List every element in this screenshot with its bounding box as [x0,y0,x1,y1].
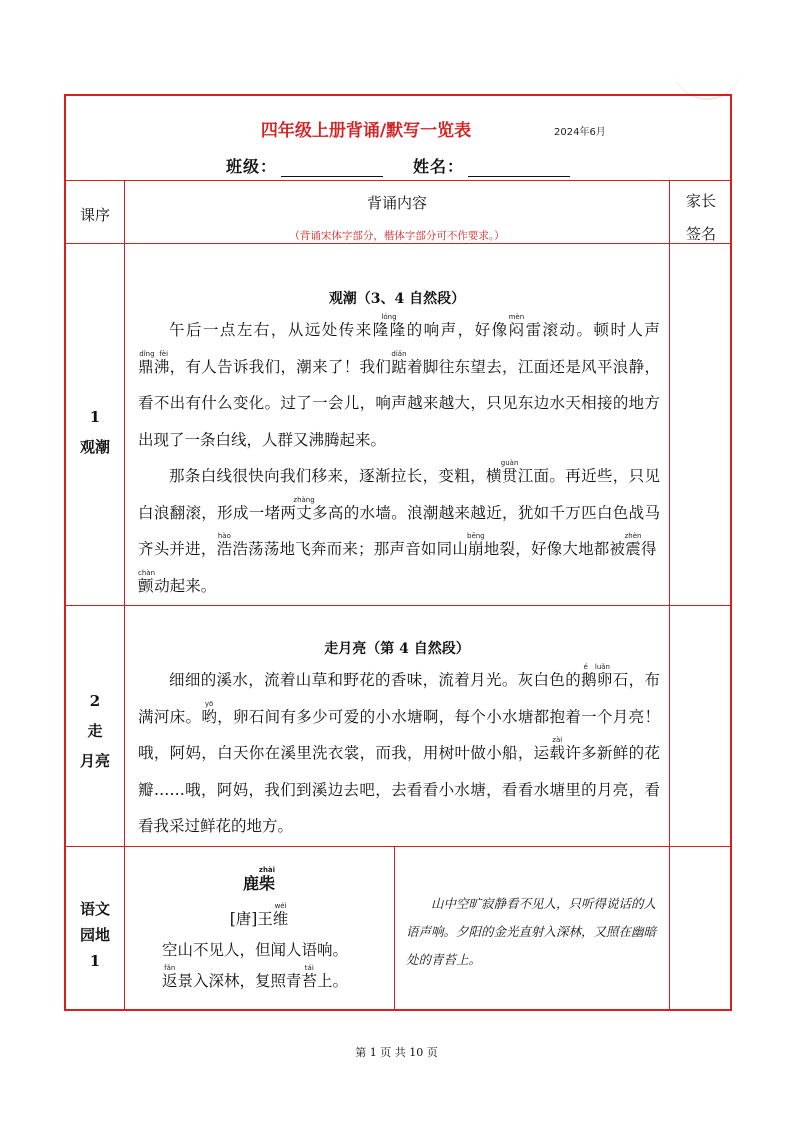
class-blank[interactable] [281,158,383,177]
divider [394,846,395,1009]
row1-passage [138,312,660,604]
lesson-column-header: 课序 [79,206,110,224]
row3-lesson [66,896,124,974]
row2-paragraph1: 细细的溪水，流着山草和野花的香味，流着月光。灰白色的鹅卵é luǎn石，布满河床。哟yō，卵石间有多少可爱的小水塘啊，每个小水塘都抱着一个月亮！哦，阿妈，白天你在溪里洗衣裳，而我，用树叶做小船，运载zài许多新鲜的花瓣……哦，阿妈，我们到溪边去吧，去看看小水塘，看看水塘里的月亮，看看我采过鲜花的地方。 [138,663,660,835]
row2-lesson [66,688,124,774]
poem-line1: 空山不见人，但闻人语响。 [162,941,349,959]
divider [66,605,730,606]
divider [66,243,730,244]
page-footer: 第 1 页 共 10 页 [355,1046,438,1059]
divider [66,180,730,181]
table-title: 四年级上册背诵/默写一览表 [260,121,472,141]
row1-lesson [66,404,124,460]
row2-number: 2 [89,692,101,710]
row1-paragraph2: 那条白线很快向我们移来，逐渐拉长，变粗，横贯guàn江面。再近些，只见白浪翻滚，形成一堵两丈zhàng多高的水墙。浪潮越来越近，犹如千万匹白色战马齐头并进，浩hào浩荡荡地飞奔而来；那声音如同山崩bēng地裂，好像大地都被震zhèn得颤chàn动起来。 [138,459,660,595]
row1-paragraph1: 午后一点左右，从远处传来隆隆lóng的响声，好像闷mèn雷滚动。顿时人声鼎沸dǐng fèi，有人告诉我们，潮来了！我们踮diǎn着脚往东望去，江面还是风平浪静，看不出有什么变化。过了一会儿，响声越来越大，只见东边水天相接的地方出现了一条白线，人群又沸腾起来。 [138,313,660,449]
sign-header-line1: 家长 [685,192,716,210]
poem-title: 鹿柴zhài [242,866,276,893]
content-note: （背诵宋体字部分，楷体字部分可不作要求。） [289,230,505,242]
sign-header-line2: 签名 [685,225,716,243]
divider [66,846,730,847]
name-blank[interactable] [468,158,570,177]
row2-name1: 走 [87,722,103,740]
row2-section-title: 走月亮（第 4 自然段） [324,641,470,657]
row3-name1: 语文 [79,900,110,918]
class-name-fields [66,154,730,177]
poem-line2: 返fǎn景入深林，复照青苔tái上。 [162,964,349,990]
content-column-header: 背诵内容 [366,194,427,212]
table-date: 2024年6月 [554,127,606,138]
row1-section-title: 观潮（3、4 自然段） [328,291,466,307]
poem-author: [唐]王维wéi [229,902,289,928]
poem-translation: 山中空旷寂静看不见人，只听得说话的人语声响。夕阳的金光直射入深林，又照在幽暗处的青苔上。 [406,896,657,967]
class-label: 班级： [225,157,277,176]
recitation-table [64,94,732,1011]
row2-name2: 月亮 [79,752,110,770]
sign-column-header [670,188,732,247]
row1-name: 观潮 [79,438,110,456]
row2-passage [138,662,660,845]
row3-name2: 园地 [79,926,110,944]
name-label: 姓名： [413,157,465,176]
row1-number: 1 [89,408,101,426]
row3-number: 1 [89,952,101,970]
